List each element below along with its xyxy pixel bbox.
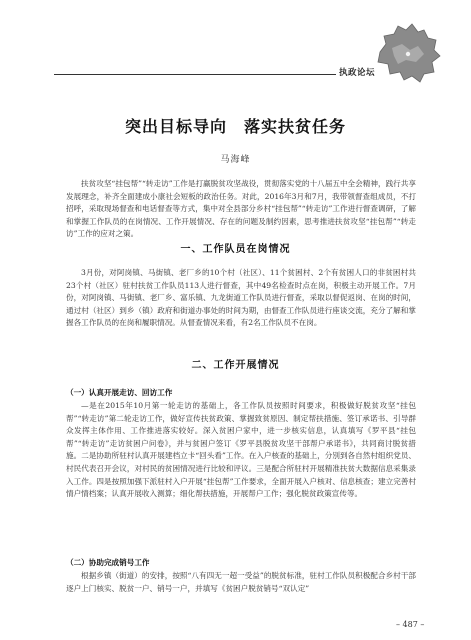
section2-heading: 二、工作开展情况: [191, 360, 280, 371]
section1-heading: 一、工作队员在岗情况: [180, 244, 291, 255]
header-rule: [54, 74, 336, 75]
subsection2-heading: （二）协助完成销号工作: [66, 558, 150, 567]
section1-paragraph: 3月份，对阿岗镇、马街镇、老厂乡的10个村（社区）、11个贫困村、2个有贫困人口的非贫困村共23个村（社区）驻村扶贫工作队员113人进行督查，其中49名检查时点在岗，积极主动开展工作。7月份，对阿岗镇、马街镇、老厂乡、富乐镇、九龙街道工作队员进行督查，采取以督促返岗、在岗的时间，通过村（社区）到乡（镇）政府和街道办事处的时间为期，由督查工作队员进行座谈交流，充分了解和掌握各工作队员的在岗和履职情况。从督查情况来看，有2名工作队员不在岗。: [66, 268, 416, 328]
county-map-logo-icon: [372, 22, 442, 84]
article-title: 突出目标导向 落实扶贫任务: [124, 117, 346, 136]
section-tag: 执政论坛: [339, 68, 376, 78]
subsection2-paragraph: 根据乡镇（街道）的安排，按照“八有四无一超一受益”的脱贫标准，驻村工作队员积极配合乡村干部逐户上门核实、脱贫一户、销号一户，并填写《贫困户脱贫销号“双认定”: [66, 571, 416, 593]
subsection1-heading: （一）认真开展走访、回访工作: [66, 388, 173, 397]
article-author: 马海峰: [220, 155, 251, 165]
subsection1-paragraph: —是在2015年10月第一轮走访的基础上，各工作队员按照时间要求，积极做好脱贫攻坚“挂包帮”“转走访”第二轮走访工作，做好宣传扶贫政策、掌握致贫原因、制定帮扶措施、签订承诺书、引导群众发挥主体作用、工作推进落实较好。深入贫困户家中，进一步核实信息，认真填写《罗平县“挂包帮”“转走访”走访贫困户问卷》，并与贫困户签订《罗平县脱贫攻坚干部帮户承诺书》，共同商讨脱贫措施。二是协助所驻村认真开展建档立卡“回头看”工作。在入户核查的基础上，分別到各自然村组织党员、村民代表召开会议，对村民的贫困情况进行比较和评议。三是配合所驻村开展精准扶贫大数据信息采集录入工作。四是按照加强下派驻村入户开展“挂包帮”工作要求，全面开展入户核对、信息核查；建立完善村情户情档案；认真开展收入测算；细化帮扶措施，开展帮户工作；强化脱贫政策宣传等。: [66, 401, 416, 499]
intro-paragraph: 扶贫攻坚“挂包帮”“转走访”工作是打赢脱贫攻坚战役，贯彻落实党的十八届五中全会精神，践行共享发展理念，补齐全面建成小康社会短板的政治任务。对此，2016年3月和7月，我带领督查组成员，不打招呼，采取现场督查和电话督查等方式，集中对全县部分乡村“挂包帮”“转走访”工作进行督查调研，了解和掌握工作队员的在岗情况、工作开展情况、存在的问题及制约因素，思考推进扶贫攻坚“挂包帮”“转走访”工作的应对之策。: [66, 179, 416, 239]
page-number: – 487 –: [396, 620, 425, 629]
